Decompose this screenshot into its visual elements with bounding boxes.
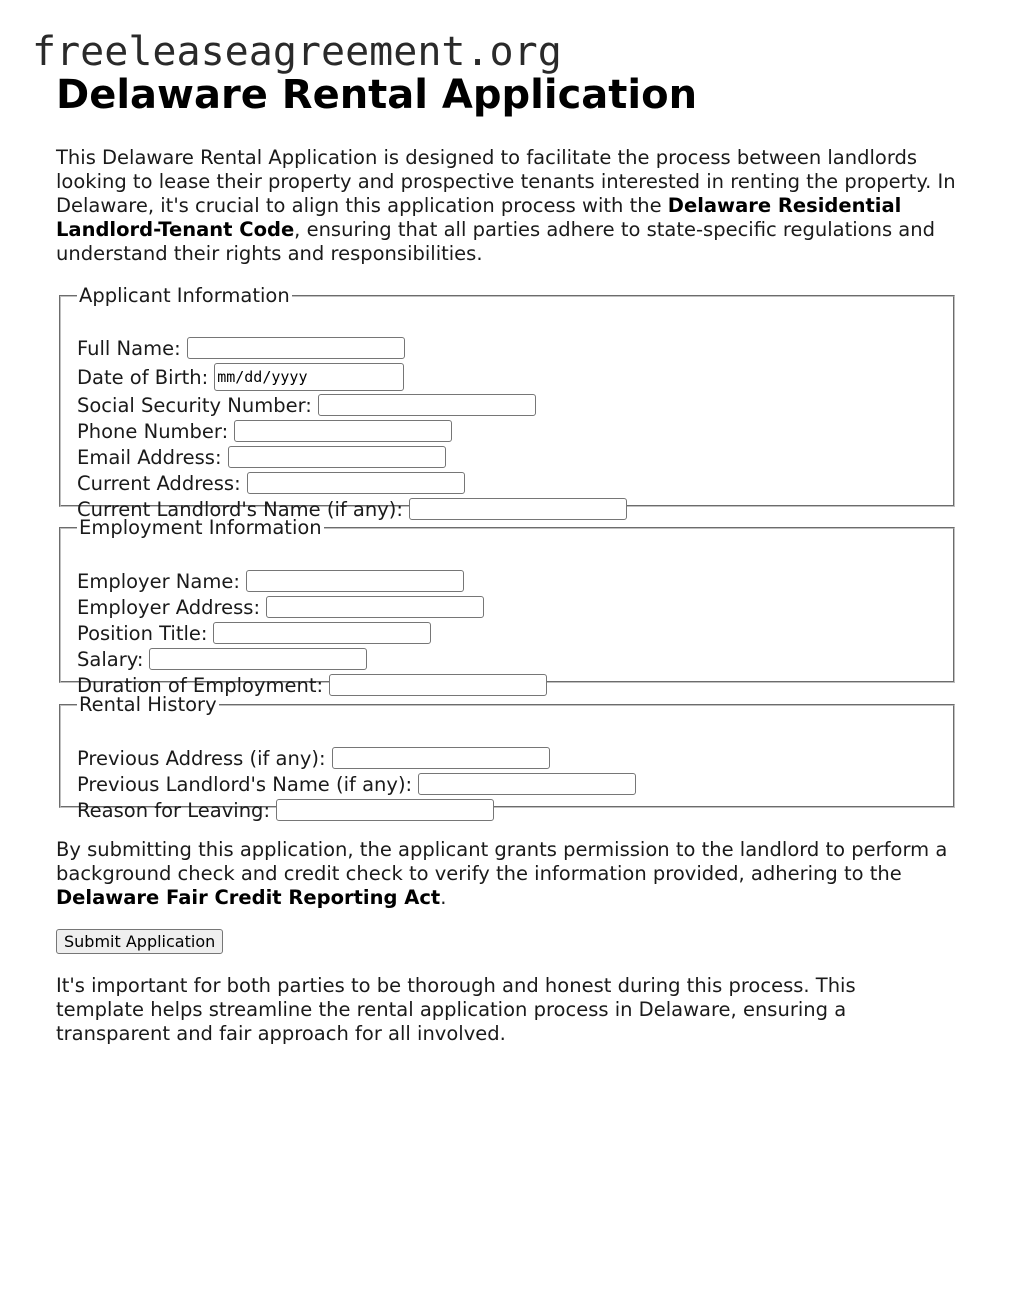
employment-information-section xyxy=(59,516,955,697)
closing-paragraph: It's important for both parties to be thorough and honest during this process. This template helps streamline the rental application process in Delaware, ensuring a transparent and fair approach for all involved. xyxy=(56,974,856,1045)
page-title: Delaware Rental Application xyxy=(56,72,698,118)
previous-landlord-row xyxy=(77,771,636,797)
employer-address-label: Employer Address: xyxy=(77,595,261,619)
employer-address-row xyxy=(77,594,484,620)
rental-history-section xyxy=(59,693,955,822)
employment-information-legend: Employment Information xyxy=(79,516,322,539)
previous-address-row xyxy=(77,745,550,771)
phone-input[interactable] xyxy=(234,420,452,442)
date-of-birth-label: Date of Birth: xyxy=(77,365,209,389)
salary-input[interactable] xyxy=(149,648,367,670)
previous-address-label: Previous Address (if any): xyxy=(77,746,326,770)
previous-address-input[interactable] xyxy=(332,747,550,769)
employment-duration-label: Duration of Employment: xyxy=(77,673,324,697)
previous-landlord-input[interactable] xyxy=(418,773,636,795)
consent-act-reference: Delaware Fair Credit Reporting Act xyxy=(56,886,441,909)
consent-text-1: By submitting this application, the applicant grants permission to the landlord to perform a background check and credit check to verify the information provided, adhering to the xyxy=(56,838,948,885)
employment-duration-input[interactable] xyxy=(329,674,547,696)
position-title-row xyxy=(77,620,431,646)
ssn-row xyxy=(77,392,536,418)
applicant-information-legend: Applicant Information xyxy=(79,284,290,307)
reason-for-leaving-row xyxy=(77,797,494,823)
employer-name-label: Employer Name: xyxy=(77,569,240,593)
email-row xyxy=(77,444,446,470)
rental-history-legend: Rental History xyxy=(79,693,217,716)
position-title-label: Position Title: xyxy=(77,621,208,645)
ssn-input[interactable] xyxy=(318,394,536,416)
current-address-row xyxy=(77,470,465,496)
previous-landlord-label: Previous Landlord's Name (if any): xyxy=(77,772,413,796)
full-name-row xyxy=(77,335,405,361)
email-input[interactable] xyxy=(228,446,446,468)
current-landlord-label: Current Landlord's Name (if any): xyxy=(77,497,403,521)
phone-row xyxy=(77,418,452,444)
full-name-label: Full Name: xyxy=(77,336,181,360)
intro-text-1: This Delaware Rental Application is designed to facilitate the process between landlords looking to lease their property and prospective tenants interested in renting the property. In Delaware, it's crucial to align this application process with the xyxy=(56,146,956,217)
date-of-birth-input[interactable] xyxy=(214,363,404,391)
position-title-input[interactable] xyxy=(213,622,431,644)
phone-label: Phone Number: xyxy=(77,419,229,443)
intro-code-reference: Delaware Residential Landlord-Tenant Code xyxy=(56,194,902,241)
ssn-label: Social Security Number: xyxy=(77,393,312,417)
submit-application-button[interactable]: Submit Application xyxy=(56,929,223,954)
applicant-information-section xyxy=(59,284,955,521)
employer-name-input[interactable] xyxy=(246,570,464,592)
site-watermark: freeleaseagreement.org xyxy=(32,29,562,75)
employer-name-row xyxy=(77,568,464,594)
date-of-birth-row xyxy=(77,364,404,390)
reason-for-leaving-label: Reason for Leaving: xyxy=(77,798,271,822)
current-address-label: Current Address: xyxy=(77,471,241,495)
salary-label: Salary: xyxy=(77,647,144,671)
current-address-input[interactable] xyxy=(247,472,465,494)
email-label: Email Address: xyxy=(77,445,222,469)
intro-paragraph xyxy=(56,146,966,266)
intro-text-2: , ensuring that all parties adhere to state-specific regulations and understand their rights and responsibilities. xyxy=(56,218,935,265)
salary-row xyxy=(77,646,367,672)
reason-for-leaving-input[interactable] xyxy=(276,799,494,821)
consent-text-2: . xyxy=(440,886,447,909)
full-name-input[interactable] xyxy=(187,337,405,359)
employer-address-input[interactable] xyxy=(266,596,484,618)
consent-paragraph xyxy=(56,838,976,910)
